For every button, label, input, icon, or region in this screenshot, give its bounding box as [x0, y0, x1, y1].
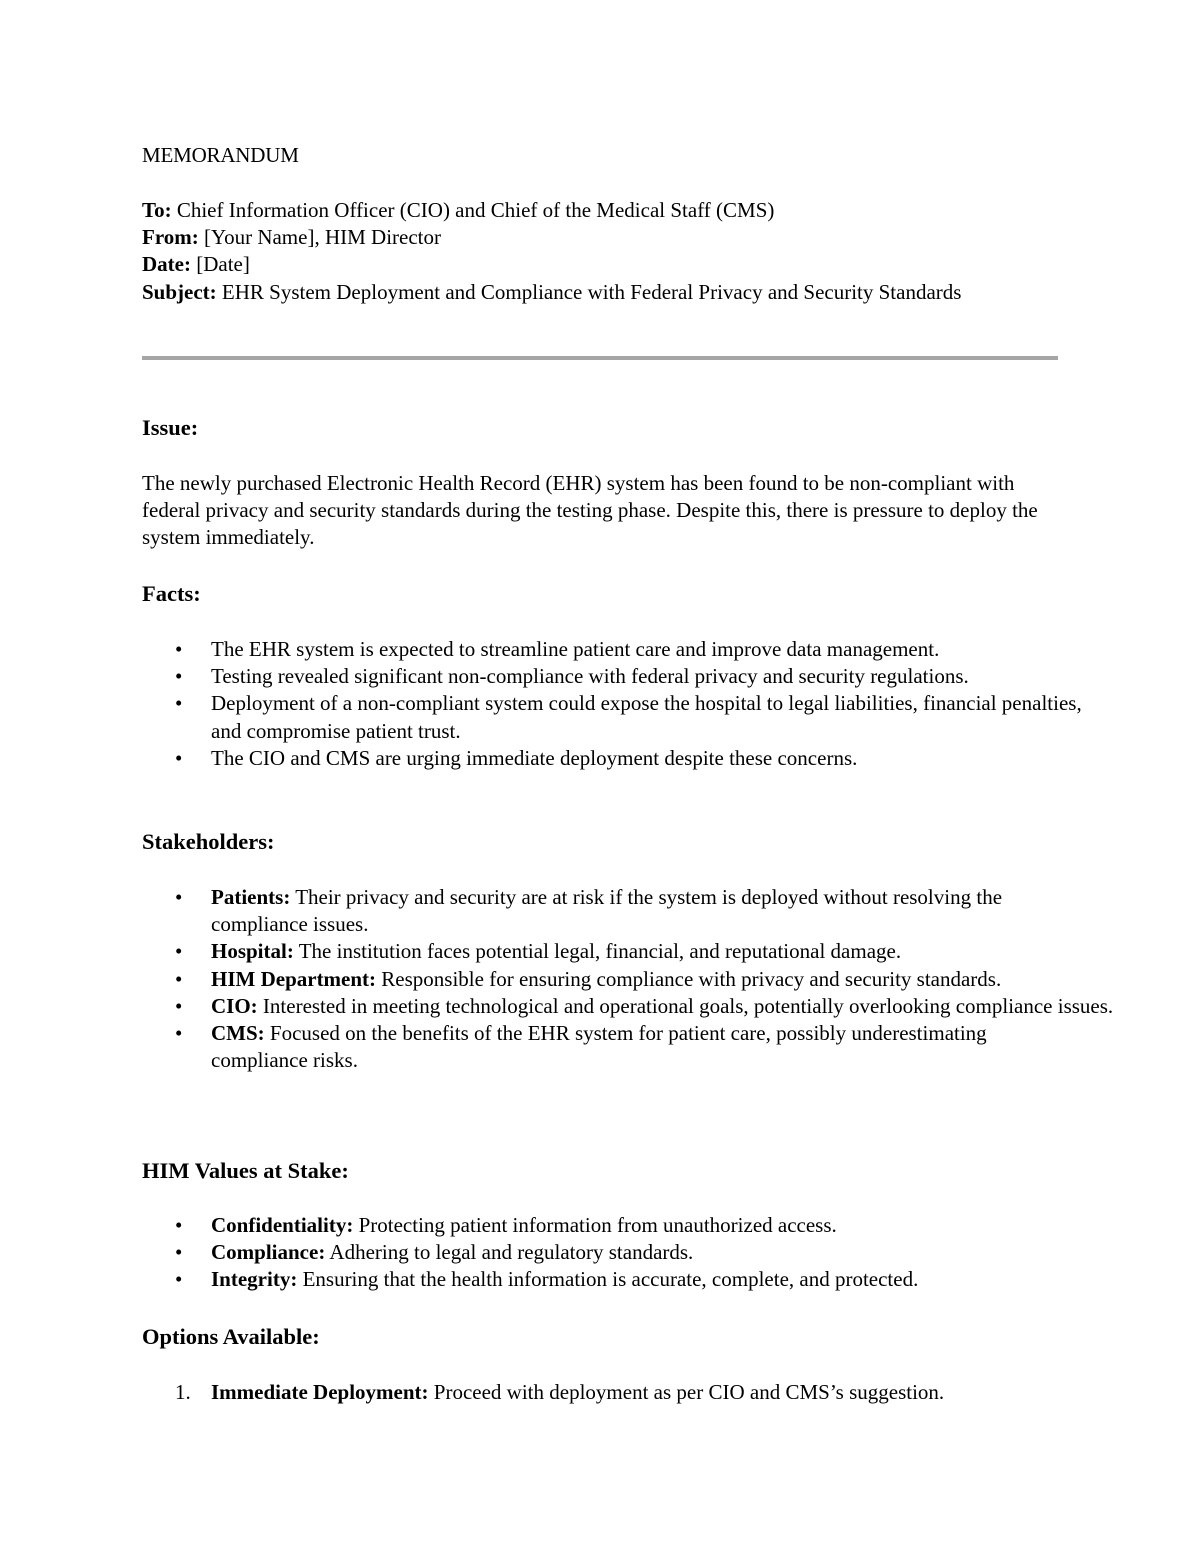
subject-line [142, 279, 972, 306]
date-label: Date: [142, 252, 191, 277]
subject-label: Subject: [142, 279, 217, 304]
bullet-icon: • [175, 939, 183, 964]
from-value: [Your Name], HIM Director [198, 225, 441, 250]
bullet-icon: • [175, 637, 183, 661]
issue-paragraph: The newly purchased Electronic Health Record (EHR) system has been found to be non-compliant with federal privacy and security standards during the testing phase. Despite this, there is pressure to deploy the system immediately. [142, 471, 1038, 550]
from-line [142, 224, 1062, 251]
list-item: • The CIO and CMS are urging immediate deployment despite these concerns. [142, 745, 1067, 772]
list-item: • Integrity: Ensuring that the health information is accurate, complete, and protected. [142, 1266, 1067, 1293]
list-item: • Confidentiality: Protecting patient information from unauthorized access. [142, 1212, 1067, 1239]
options-heading: Options Available: [142, 1324, 320, 1349]
bullet-icon: • [175, 1213, 183, 1237]
list-number: 1. [175, 1380, 191, 1404]
bullet-icon: • [175, 966, 183, 991]
to-line [142, 197, 1062, 224]
list-item: • CIO: Interested in meeting technological and operational goals, potentially overlooking compliance issues. [142, 993, 1116, 1020]
bullet-icon: • [175, 1021, 183, 1046]
facts-list [142, 636, 1082, 772]
memo-title: MEMORANDUM [142, 143, 299, 167]
from-label: From: [142, 225, 199, 250]
list-item: • HIM Department: Responsible for ensuring compliance with privacy and security standards. [142, 966, 1081, 993]
bullet-icon: • [175, 1240, 183, 1265]
issue-heading: Issue: [142, 415, 199, 440]
list-item: • Patients: Their privacy and security are at risk if the system is deployed without resolving the compliance issues. [175, 885, 1003, 937]
list-item: 1. Immediate Deployment: Proceed with deployment as per CIO and CMS’s suggestion. [142, 1379, 1067, 1406]
bullet-icon: • [175, 993, 183, 1018]
date-line [142, 251, 1062, 278]
header-divider [142, 356, 1058, 360]
subject-value: EHR System Deployment and Compliance with Federal Privacy and Security Standards [216, 279, 962, 304]
date-value: [Date] [190, 252, 250, 277]
options-list [142, 1379, 1067, 1406]
stakeholders-list [142, 884, 1114, 1074]
memo-header [142, 197, 1062, 306]
list-item: • The EHR system is expected to streamline patient care and improve data management. [142, 636, 1067, 663]
stakeholders-heading: Stakeholders: [142, 829, 275, 854]
list-item: • Deployment of a non-compliant system could expose the hospital to legal liabilities, financial penalties, and compromise patient trust. [175, 691, 1082, 743]
list-item: • Testing revealed significant non-compliance with federal privacy and security regulations. [142, 663, 1031, 690]
list-item: • Hospital: The institution faces potential legal, financial, and reputational damage. [142, 938, 1067, 965]
bullet-icon: • [175, 745, 183, 770]
bullet-icon: • [175, 664, 183, 689]
values-heading: HIM Values at Stake: [142, 1158, 349, 1183]
values-list [142, 1212, 1067, 1294]
to-value: Chief Information Officer (CIO) and Chief of the Medical Staff (CMS) [171, 198, 775, 222]
facts-heading: Facts: [142, 581, 201, 606]
list-item: • Compliance: Adhering to legal and regulatory standards. [142, 1239, 1067, 1266]
bullet-icon: • [175, 691, 183, 716]
to-label: To: [142, 198, 172, 222]
bullet-icon: • [175, 885, 183, 909]
bullet-icon: • [175, 1267, 183, 1292]
list-item: • CMS: Focused on the benefits of the EHR system for patient care, possibly underestimating compliance risks. [175, 1021, 987, 1073]
